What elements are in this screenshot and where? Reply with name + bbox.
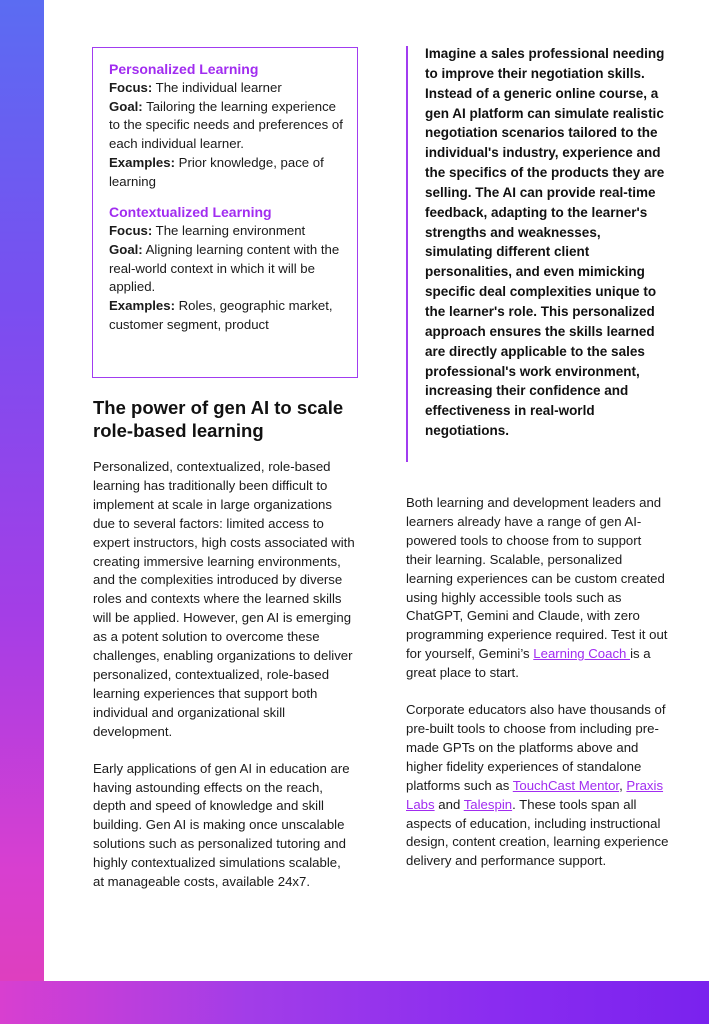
focus-label: Focus: — [109, 80, 153, 95]
examples-label: Examples: — [109, 298, 175, 314]
personalized-learning-title: Personalized Learning — [109, 61, 259, 77]
paragraph-tools-available — [406, 494, 670, 683]
text-segment: , — [619, 777, 627, 793]
goal-value: Aligning learning content with the real-world context in which it will be applied. — [109, 241, 340, 295]
goal-label: Goal: — [109, 241, 143, 257]
personalized-examples — [109, 154, 343, 191]
sales-negotiation-callout: Imagine a sales professional needing to improve their negotiation skills. Instead of a generic online course, a gen AI platform can simulate realistic negotiation scenarios tailored to the individual's industry, experience and the specifics of the products they are selling. The AI can provide real-time feedback, adapting to the learner's strengths and weaknesses, simulating different client personalities, and even mimicking specific deal complexities unique to the learner's role. This personalized approach ensures the skills learned are directly applicable to the sales professional's work environment, increasing their confidence and effectiveness in real-world negotiations. — [425, 46, 665, 439]
left-column-body — [93, 458, 355, 910]
focus-value: The learning environment — [152, 223, 306, 239]
text-segment: Corporate educators also have thousands of pre-built tools to choose from including pre-made GPTs on the platforms above and higher fidelity experiences of standalone platforms such as — [406, 702, 666, 793]
talespin-link[interactable]: Talespin — [463, 796, 513, 812]
left-gradient-bar — [0, 0, 44, 1024]
right-column-body — [406, 494, 670, 889]
learning-definitions-card — [92, 47, 358, 378]
contextualized-examples — [109, 297, 343, 334]
personalized-focus — [109, 79, 343, 98]
bottom-gradient-bar — [0, 981, 709, 1024]
contextualized-learning-definition — [109, 203, 343, 334]
focus-label: Focus: — [109, 223, 153, 239]
examples-value: Prior knowledge, pace of learning — [109, 154, 324, 189]
personalized-learning-definition — [109, 60, 343, 191]
examples-value: Roles, geographic market, customer segment, product — [109, 298, 333, 332]
personalized-goal — [109, 98, 343, 154]
paragraph-early-applications: Early applications of gen AI in education are having astounding effects on the reach, depth and speed of knowledge and skill building. Gen AI is making once unscalable solutions such as personalized tutoring and highly contextualized simulations scalable, at manageable costs, available 24x7. — [93, 760, 350, 890]
contextualized-learning-title: Contextualized Learning — [109, 204, 272, 221]
text-segment: and — [434, 796, 464, 812]
praxis-labs-link[interactable]: Praxis Labs — [406, 777, 664, 812]
goal-value: Tailoring the learning experience to the specific needs and preferences of each individual learner. — [109, 98, 343, 152]
paragraph-prebuilt-tools — [406, 701, 670, 871]
contextualized-goal — [109, 241, 343, 297]
text-segment: Both learning and development leaders and learners already have a range of gen AI-powered tools to choose from to support their learning. Scalable, personalized learning experiences can be custom created using highly accessible tools such as ChatGPT, Gemini and Claude, with zero programming experience required. Test it out for yourself, Gemini’s — [406, 495, 668, 662]
text-segment: is a great place to start. — [406, 646, 651, 681]
goal-label: Goal: — [109, 98, 143, 114]
examples-label: Examples: — [109, 154, 175, 170]
learning-coach-link[interactable]: Learning Coach — [533, 646, 631, 662]
callout-rule — [406, 46, 408, 462]
contextualized-focus — [109, 222, 343, 241]
section-heading: The power of gen AI to scale role-based learning — [93, 397, 344, 441]
text-segment: . These tools span all aspects of education, including instructional design, content creation, learning experience delivery and performance support. — [406, 796, 669, 869]
touchcast-mentor-link[interactable]: TouchCast Mentor — [512, 777, 620, 793]
focus-value: The individual learner — [152, 80, 282, 95]
paragraph-scaling-challenges: Personalized, contextualized, role-based learning has traditionally been difficult to implement at scale in large organizations due to several factors: limited access to expert instructors, high costs associated with creating immersive learning environments, and the complexities introduced by diverse roles and contexts where the learned skills will be applied. However, gen AI is emerging as a potent solution to overcome these challenges, enabling organizations to deliver personalized, contextualized, role-based learning experiences that support both individual and organizational skill development. — [93, 459, 355, 739]
